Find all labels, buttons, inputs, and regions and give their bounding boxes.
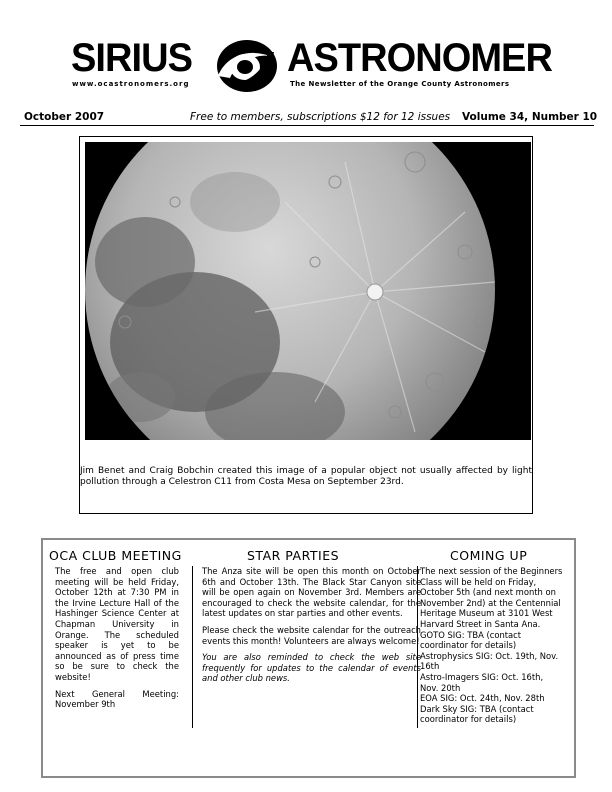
moon-photo	[85, 142, 531, 440]
next-meeting-text: Next General Meeting: November 9th	[55, 688, 179, 710]
club-meeting-text: The free and open club meeting will be held Friday, October 12th at 7:30 PM in the Irvine Lecture Hall of the Hashinger Science Center at Chapman University in Orange. The scheduled speaker is yet to be announced as of press time so be sure to check the website!	[55, 566, 179, 682]
newsletter-logo	[208, 26, 286, 100]
cover-photo-frame	[79, 136, 533, 514]
news-box	[41, 538, 576, 778]
subscription-note: Free to members, subscriptions $12 for 12 issues	[190, 111, 451, 123]
moon-image	[85, 142, 531, 440]
sig-item: GOTO SIG: TBA (contact coordinator for details)	[420, 629, 522, 651]
outreach-text: Please check the website calendar for the outreach events this month! Volunteers are always welcome!	[202, 624, 421, 646]
club-meeting-column	[55, 566, 179, 716]
coming-up-column	[420, 566, 564, 725]
star-parties-column	[202, 566, 421, 690]
sig-item: Astro-Imagers SIG: Oct. 16th, Nov. 20th	[420, 671, 544, 693]
masthead-tagline: The Newsletter of the Orange County Astronomers	[290, 80, 510, 88]
sig-item: Astrophysics SIG: Oct. 19th, Nov. 16th	[420, 650, 559, 672]
masthead-right-word: ASTRONOMER	[287, 36, 552, 80]
volume-number: Volume 34, Number 10	[462, 111, 598, 123]
club-meeting-title: OCA CLUB MEETING	[49, 548, 182, 563]
header-rule	[20, 125, 594, 126]
beginners-class-text: The next session of the Beginners Class will be held on Friday, October 5th (and next month on November 2nd) at the Centennial Heritage Museum at 3101 West Harvard Street in Santa Ana.	[420, 566, 563, 629]
website-url: www.ocastronomers.org	[72, 80, 190, 88]
sig-item: Dark Sky SIG: TBA (contact coordinator for details)	[420, 703, 534, 725]
sig-item: EOA SIG: Oct. 24th, Nov. 28th	[420, 693, 545, 704]
masthead-left-word: SIRIUS	[71, 36, 192, 80]
coming-up-title: COMING UP	[450, 548, 528, 563]
reminder-text: You are also reminded to check the web site frequently for updates to the calendar of events and other club news.	[202, 652, 421, 684]
star-parties-text: The Anza site will be open this month on October 6th and October 13th. The Black Star Canyon site will be open again on November 3rd. Members are encouraged to check the website calendar, for the latest updates on star parties and other events.	[202, 566, 421, 619]
column-divider-1	[192, 566, 193, 728]
issue-date: October 2007	[24, 111, 105, 123]
star-parties-title: STAR PARTIES	[247, 548, 340, 563]
cover-caption: Jim Benet and Craig Bobchin created this image of a popular object not usually affected by light pollution through a Celestron C11 from Costa Mesa on September 23rd.	[80, 466, 532, 487]
logo-swirl-icon	[217, 40, 277, 92]
column-divider-2	[417, 566, 418, 728]
